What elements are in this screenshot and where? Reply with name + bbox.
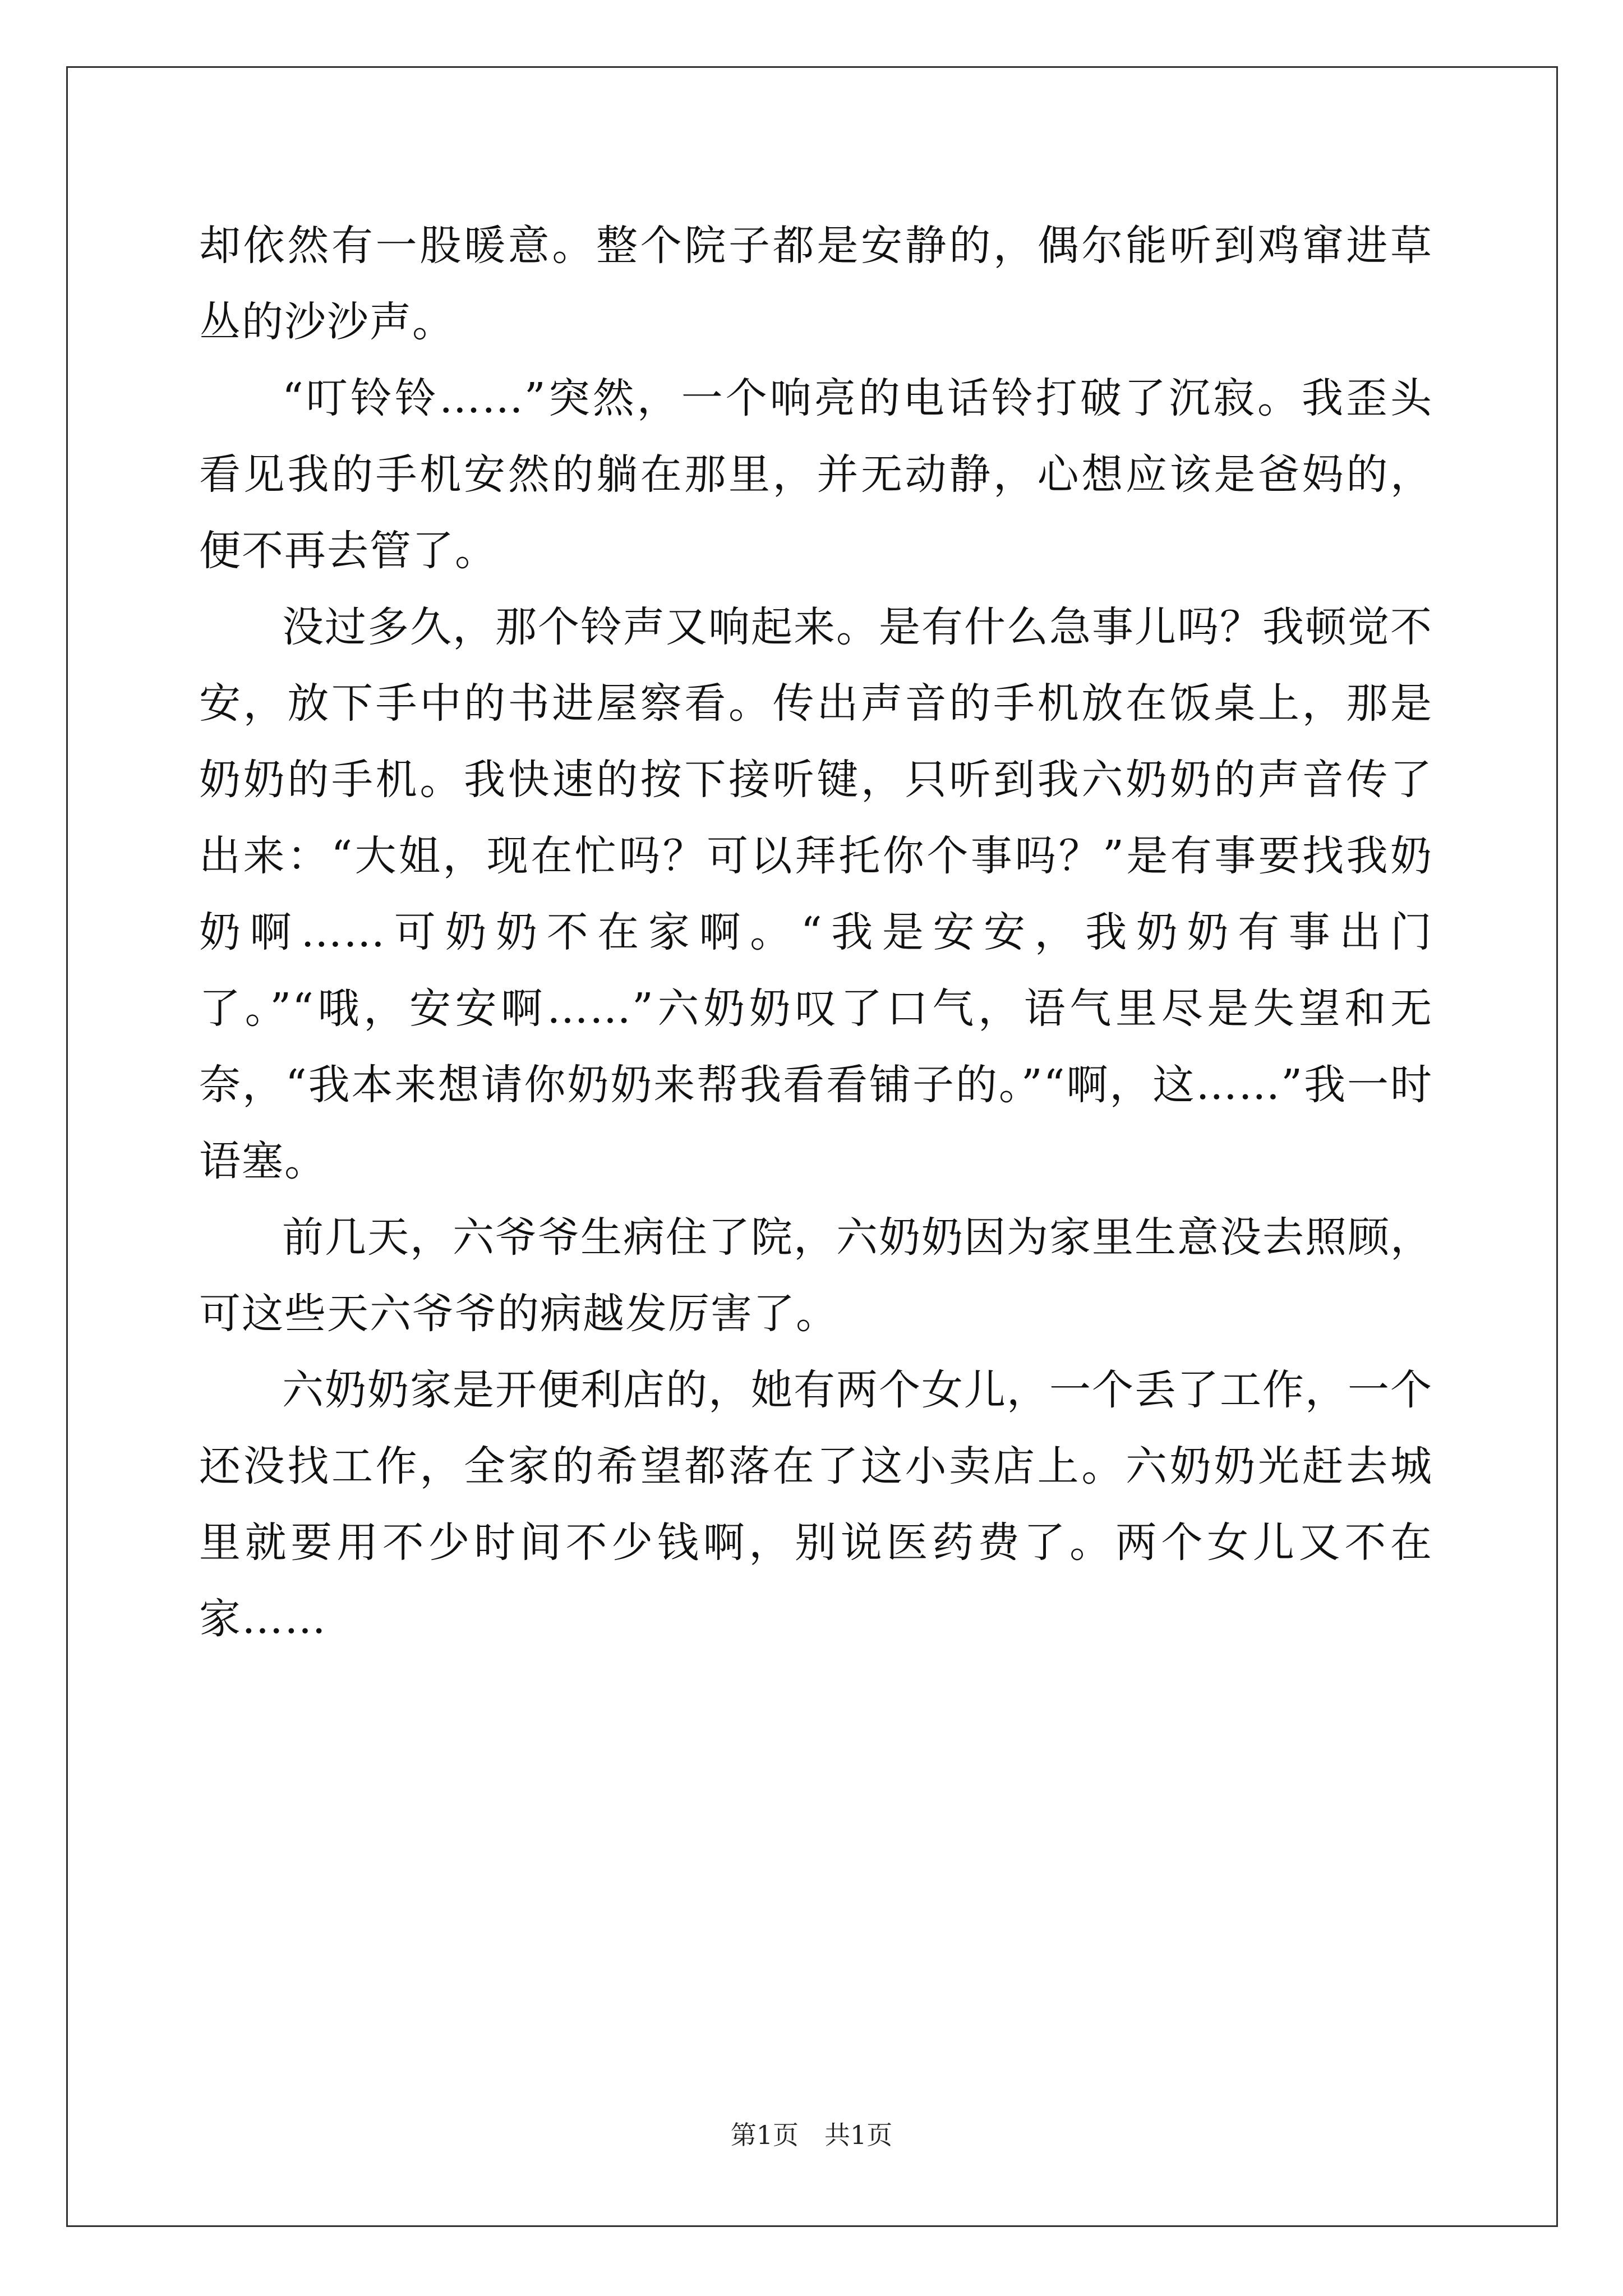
page-total: 共1页 (824, 2120, 893, 2150)
paragraph-5: 六奶奶家是开便利店的，她有两个女儿，一个丢了工作，一个还没找工作，全家的希望都落在了这小卖店上。六奶奶光赶去城里就要用不少时间不少钱啊，别说医药费了。两个女儿又不在家…… (199, 1366, 1433, 1643)
paragraph-4: 前几天，六爷爷生病住了院，六奶奶因为家里生意没去照顾，可这些天六爷爷的病越发厉害了。 (199, 1213, 1433, 1338)
paragraph-2: “叮铃铃……”突然，一个响亮的电话铃打破了沉寂。我歪头看见我的手机安然的躺在那里，并无动静，心想应该是爸妈的，便不再去管了。 (199, 374, 1433, 575)
document-body (199, 208, 1433, 1657)
page-number: 第1页 (730, 2120, 799, 2150)
paragraph-1: 却依然有一股暖意。整个院子都是安静的，偶尔能听到鸡窜进草丛的沙沙声。 (199, 222, 1433, 346)
paragraph-3: 没过多久，那个铃声又响起来。是有什么急事儿吗？我顿觉不安，放下手中的书进屋察看。传出声音的手机放在饭桌上，那是奶奶的手机。我快速的按下接听键，只听到我六奶奶的声音传了出来：“大姐，现在忙吗？可以拜托你个事吗？”是有事要找我奶奶啊……可奶奶不在家啊。“我是安安，我奶奶有事出门了。”“哦，安安啊……”六奶奶叹了口气，语气里尽是失望和无奈，“我本来想请你奶奶来帮我看看铺子的。”“啊，这……”我一时语塞。 (199, 603, 1433, 1185)
page-footer (0, 2115, 1623, 2152)
